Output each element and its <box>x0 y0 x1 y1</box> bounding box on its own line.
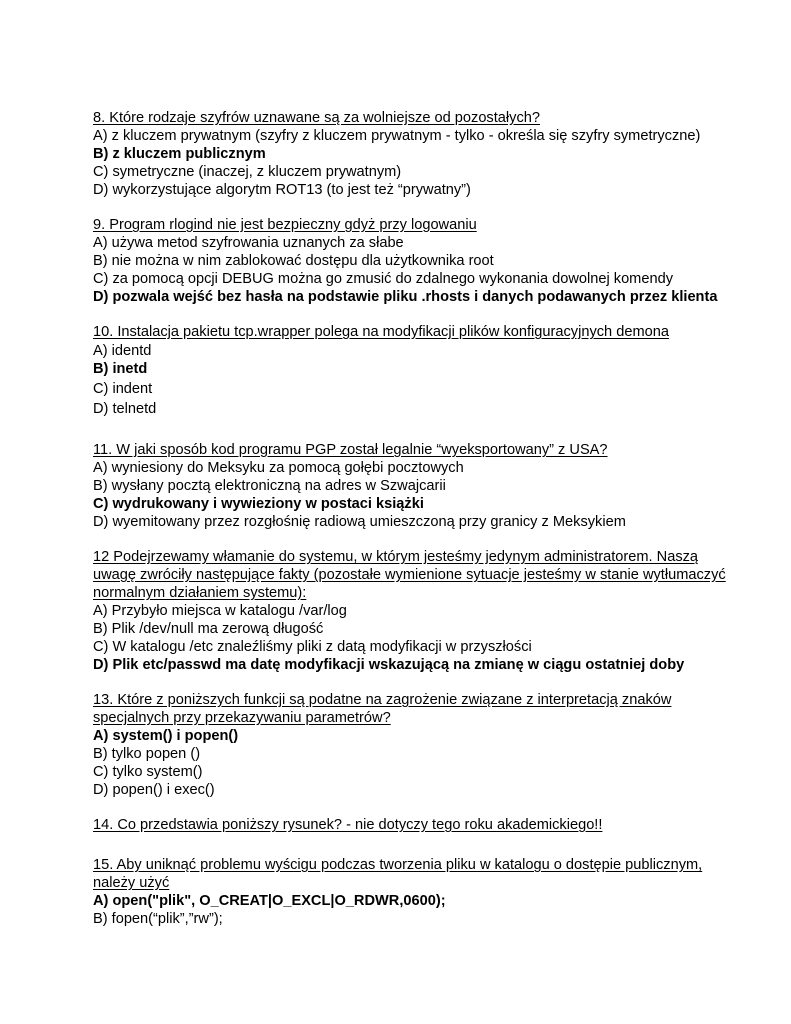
question-10-answer-a: A) identd <box>93 343 152 359</box>
question-10-title: 10. Instalacja pakietu tcp.wrapper polega na modyfikacji plików konfiguracyjnych demona <box>93 324 669 340</box>
question-13-title-line-2: specjalnych przy przekazywaniu parametrów? <box>93 710 391 726</box>
question-11-answer-c-correct: C) wydrukowany i wywieziony w postaci książki <box>93 496 424 512</box>
question-9-answer-b: B) nie można w nim zablokować dostępu dla użytkownika root <box>93 253 494 269</box>
question-15-answer-a-correct: A) open("plik", O_CREAT|O_EXCL|O_RDWR,0600); <box>93 893 446 909</box>
question-10-answer-c: C) indent <box>93 381 153 397</box>
question-12-answer-a: A) Przybyło miejsca w katalogu /var/log <box>93 603 347 619</box>
question-9-answer-d-correct: D) pozwala wejść bez hasła na podstawie pliku .rhosts i danych podawanych przez klienta <box>93 289 718 305</box>
question-11-answer-a: A) wyniesiony do Meksyku za pomocą gołębi pocztowych <box>93 460 464 476</box>
question-10-answer-b-correct: B) inetd <box>93 361 148 377</box>
question-12-title-line-3: normalnym działaniem systemu): <box>93 585 307 601</box>
question-8-answer-d: D) wykorzystujące algorytm ROT13 (to jest też “prywatny”) <box>93 182 471 198</box>
question-8-answer-c: C) symetryczne (inaczej, z kluczem prywatnym) <box>93 164 402 180</box>
question-12-title-line-1: 12 Podejrzewamy włamanie do systemu, w którym jesteśmy jedynym administratorem. Naszą <box>93 549 699 565</box>
question-12-answer-b: B) Plik /dev/null ma zerową długość <box>93 621 324 637</box>
question-11-title: 11. W jaki sposób kod programu PGP został legalnie “wyeksportowany” z USA? <box>93 442 608 458</box>
question-11-answer-d: D) wyemitowany przez rozgłośnię radiową umieszczoną przy granicy z Meksykiem <box>93 514 626 530</box>
question-13-answer-a-correct: A) system() i popen() <box>93 728 239 744</box>
question-15-answer-b: B) fopen(“plik”,”rw”); <box>93 911 223 927</box>
question-8-answer-b-correct: B) z kluczem publicznym <box>93 146 266 162</box>
question-13-answer-d: D) popen() i exec() <box>93 782 215 798</box>
question-12-answer-c: C) W katalogu /etc znaleźliśmy pliki z datą modyfikacji w przyszłości <box>93 639 532 655</box>
question-15-title-line-1: 15. Aby uniknąć problemu wyścigu podczas tworzenia pliku w katalogu o dostępie publicznym, <box>93 857 703 873</box>
question-8-answer-a: A) z kluczem prywatnym (szyfry z kluczem prywatnym - tylko - określa się szyfry symetryczne) <box>93 128 701 144</box>
question-11-answer-b: B) wysłany pocztą elektroniczną na adres w Szwajcarii <box>93 478 446 494</box>
question-13-answer-b: B) tylko popen () <box>93 746 201 762</box>
question-14-title: 14. Co przedstawia poniższy rysunek? - nie dotyczy tego roku akademickiego!! <box>93 817 603 833</box>
question-10-answer-d: D) telnetd <box>93 401 157 417</box>
question-9-answer-a: A) używa metod szyfrowania uznanych za słabe <box>93 235 404 251</box>
question-8-title: 8. Które rodzaje szyfrów uznawane są za wolniejsze od pozostałych? <box>93 110 540 126</box>
question-15-title-line-2: należy użyć <box>93 875 170 891</box>
question-12-title-line-2: uwagę zwróciły następujące fakty (pozostałe wymienione sytuacje jesteśmy w stanie wytłumaczyć <box>93 567 726 583</box>
question-12-answer-d-correct: D) Plik etc/passwd ma datę modyfikacji wskazującą na zmianę w ciągu ostatniej doby <box>93 657 685 673</box>
question-9-title: 9. Program rlogind nie jest bezpieczny gdyż przy logowaniu <box>93 217 477 233</box>
question-9-answer-c: C) za pomocą opcji DEBUG można go zmusić do zdalnego wykonania dowolnej komendy <box>93 271 673 287</box>
question-13-title-line-1: 13. Które z poniższych funkcji są podatne na zagrożenie związane z interpretacją znaków <box>93 692 672 708</box>
question-13-answer-c: C) tylko system() <box>93 764 203 780</box>
